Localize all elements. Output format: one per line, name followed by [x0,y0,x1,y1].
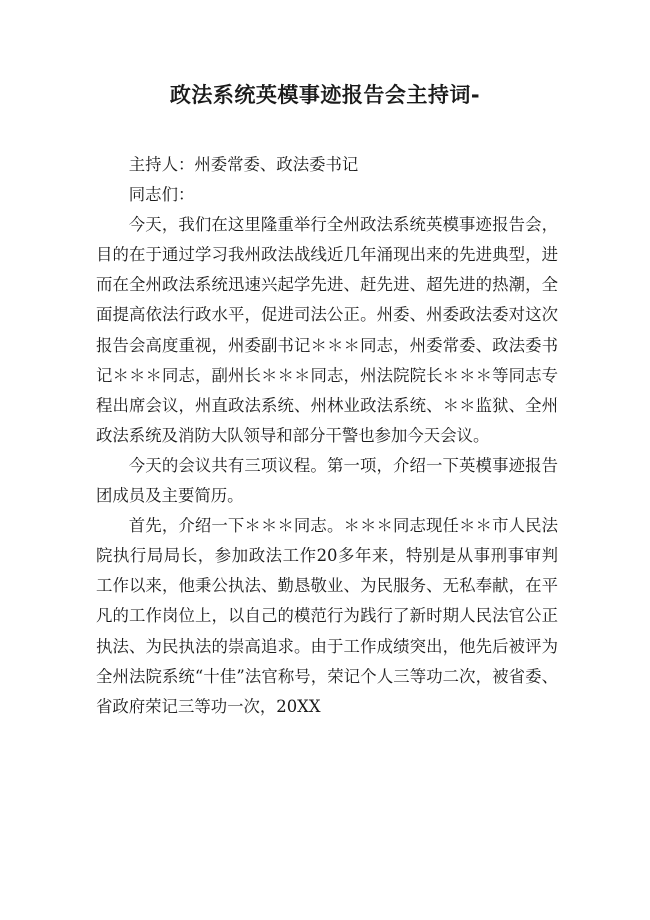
paragraph-agenda: 今天的会议共有三项议程。第一项，介绍一下英模事迹报告团成员及主要简历。 [96,455,558,506]
paragraph-opening: 今天，我们在这里隆重举行全州政法系统英模事迹报告会，目的在于通过学习我州政法战线近几年涌现出来的先进典型，进而在全州政法系统迅速兴起学先进、赶先进、超先进的热潮，全面提高依法行政水平，促进司法公正。州委、州委政法委对这次报告会高度重视，州委副书记＊＊＊同志，州委常委、政法委书记＊＊＊同志，副州长＊＊＊同志，州法院院长＊＊＊等同志专程出席会议，州直政法系统、州林业政法系统、＊＊监狱、全州政法系统及消防大队领导和部分干警也参加今天会议。 [96,215,558,445]
host-line: 主持人：州委常委、政法委书记 [128,155,359,174]
paragraph-introduction: 首先，介绍一下＊＊＊同志。＊＊＊同志现任＊＊市人民法院执行局局长，参加政法工作20多年来，特别是从事刑事审判工作以来，他秉公执法、勤恳敬业、为民服务、无私奉献，在平凡的工作岗位上，以自己的模范行为践行了新时期人民法官公正执法、为民执法的崇高追求。由于工作成绩突出，他先后被评为全州法院系统“十佳”法官称号，荣记个人三等功二次，被省委、省政府荣记三等功一次，20XX [96,516,558,716]
document-body [96,150,558,722]
greeting: 同志们： [128,185,195,205]
document-title: 政法系统英模事迹报告会主持词- [169,83,481,107]
